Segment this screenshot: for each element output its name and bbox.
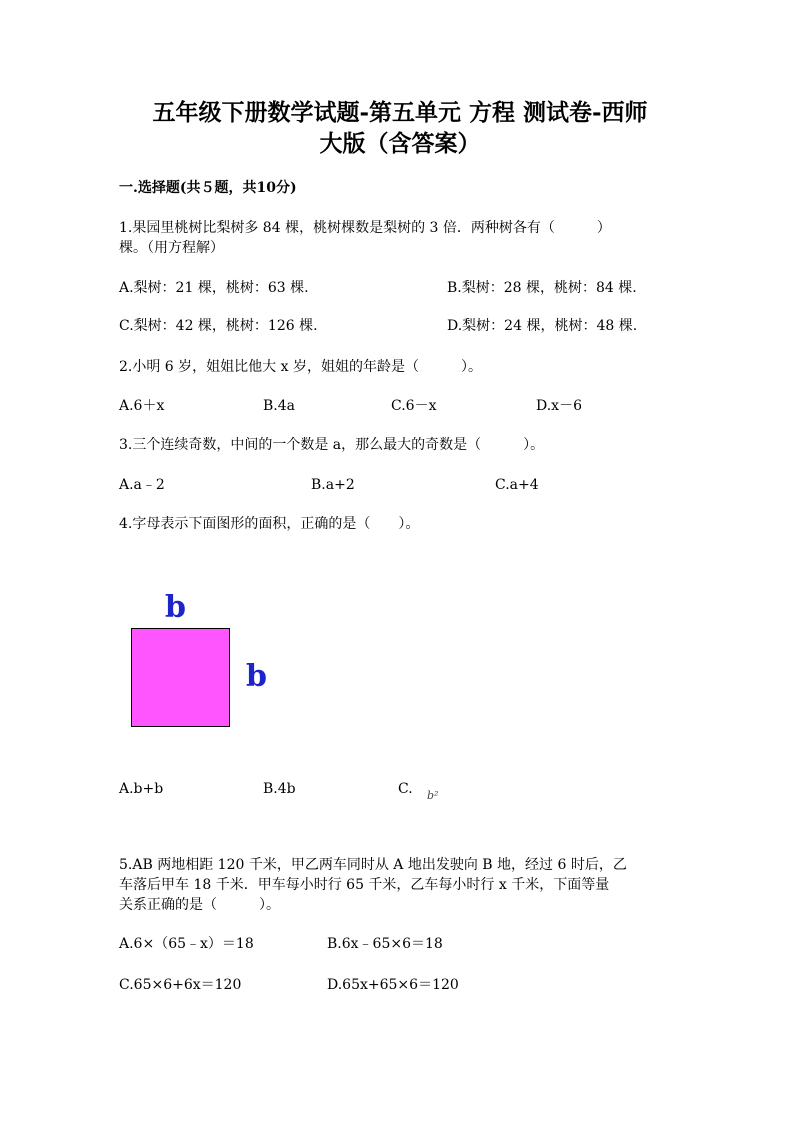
figure-top-label: b — [165, 590, 186, 625]
square-figure — [131, 628, 230, 727]
q5-option-d: D.65x+65×6＝120 — [327, 977, 459, 993]
q4-option-b: B.4b — [263, 781, 296, 797]
section-heading: 一.选择题(共５题，共10分) — [119, 180, 297, 196]
q1-stem-line1: 1.果园里桃树比梨树多 84 棵，桃树棵数是梨树的 3 倍．两种树各有（ ） — [119, 220, 611, 236]
q1-option-a: A.梨树：21 棵，桃树：63 棵. — [119, 280, 309, 296]
q2-option-c: C.6－x — [391, 398, 437, 414]
q1-option-b: B.梨树：28 棵，桃树：84 棵. — [447, 280, 637, 296]
q2-option-b: B.4a — [263, 398, 295, 414]
q5-option-b: B.6x﹣65×6＝18 — [327, 936, 443, 952]
q1-option-c: C.梨树：42 棵，桃树：126 棵. — [119, 318, 318, 334]
q2-option-a: A.6＋x — [119, 398, 165, 414]
q5-stem-line1: 5.AB 两地相距 120 千米，甲乙两车同时从 A 地出发驶向 B 地，经过 6 时后，乙 — [119, 857, 627, 873]
q3-option-c: C.a+4 — [495, 477, 539, 493]
q3-option-a: A.a﹣2 — [119, 477, 165, 493]
figure-side-label: b — [246, 659, 267, 694]
q2-stem: 2.小明 6 岁，姐姐比他大 x 岁，姐姐的年龄是（ ）。 — [119, 359, 482, 375]
q2-option-d: D.x－6 — [536, 398, 582, 414]
q4-option-a: A.b+b — [119, 781, 164, 797]
q5-option-a: A.6×（65﹣x）＝18 — [119, 936, 254, 952]
q4-option-c-math: b² — [427, 789, 439, 802]
q1-stem-line2: 棵。（用方程解） — [119, 240, 224, 256]
q1-option-d: D.梨树：24 棵，桃树：48 棵. — [447, 318, 638, 334]
page-title-line1: 五年级下册数学试题-第五单元 方程 测试卷-西师 — [152, 99, 648, 126]
q3-option-b: B.a+2 — [311, 477, 355, 493]
q5-stem-line2: 车落后甲车 18 千米．甲车每小时行 65 千米，乙车每小时行 x 千米，下面等量 — [119, 877, 610, 893]
q5-stem-line3: 关系正确的是（ ）。 — [119, 897, 280, 913]
page-title-line2: 大版（含答案） — [319, 130, 481, 157]
q3-stem: 3.三个连续奇数，中间的一个数是 a，那么最大的奇数是（ ）。 — [119, 437, 545, 453]
q4-option-c: C. — [398, 781, 413, 797]
q4-stem: 4.字母表示下面图形的面积，正确的是（ ）。 — [119, 516, 420, 532]
q5-option-c: C.65×6+6x＝120 — [119, 977, 242, 993]
